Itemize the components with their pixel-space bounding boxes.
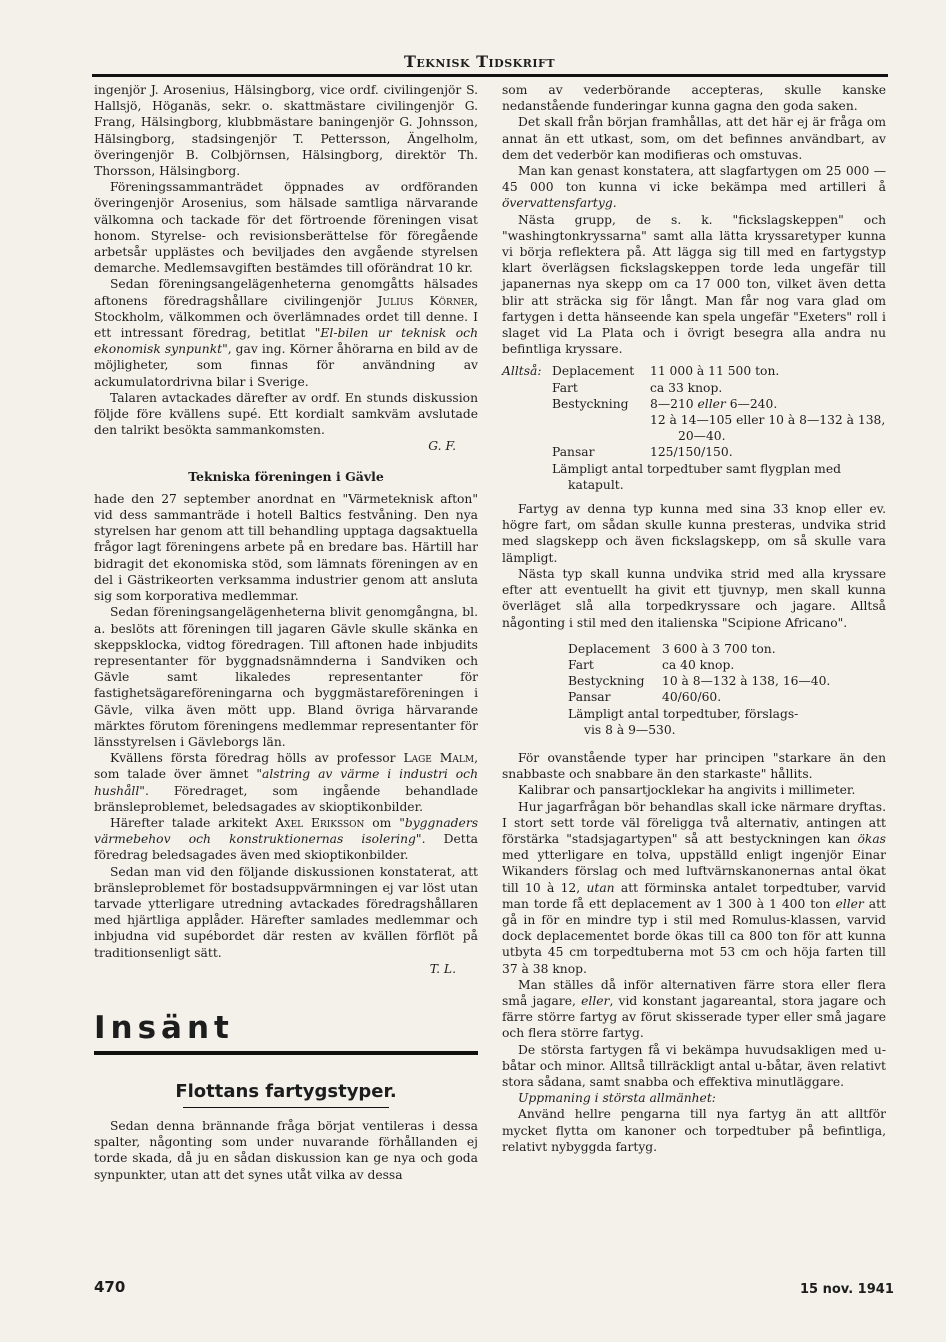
spec-row <box>502 396 886 412</box>
paragraph: Talaren avtackades därefter av ordf. En stunds diskussion följde före kvällens supé. Ett kordialt samkväm avslutade den talrikt besökta sammankomsten. <box>94 390 478 438</box>
spec-value: 10 à 8—132 à 138, 16—40. <box>662 674 831 689</box>
paragraph: Uppmaning i största allmänhet: <box>518 1091 716 1106</box>
signature: G. F. <box>428 439 456 454</box>
paragraph: Sedan föreningsangelägenheterna blivit genomgångna, bl. a. beslöts att föreningen till jagaren Gävle skulle skänka en skeppsklocka, vidtog föredragen. Till aftonen hade inbjudits representanter för byggnadsnämnderna i Sandviken och Gävle samt likaledes representanter för fastighetsägareföreningarna och byggmästareföreningen i Gävle, vilka även mött upp. Bland övriga härvarande märktes förutom föreningens medlemmar representanter för länsstyrelsen i Gävleborgs län. <box>94 605 478 749</box>
paragraph: Sedan föreningsangelägenheterna genomgåtts hälsades aftonens föredragshållare civilingenjör Julius Körner, Stockholm, välkommen och överlämnades ordet till denne. I ett intressant föredrag, betitlat "El-bilen ur teknisk och ekonomisk synpunkt", gav ing. Körner åhörarna en bild av de möjligheter, som finnas för användning av ackumulatordrivna bilar i Sverige. <box>94 277 478 389</box>
spec-value: 11 000 à 11 500 ton. <box>650 364 780 379</box>
paragraph: De största fartygen få vi bekämpa huvudsakligen med u-båtar och minor. Alltså tillräckligt antal u-båtar, även relativt stora sådana, samt snabba och effektiva minutläggare. <box>502 1042 886 1089</box>
section-banner-title: Insänt <box>94 1009 234 1046</box>
section-heading: Tekniska föreningen i Gävle <box>188 468 384 484</box>
journal-title: Teknisk Tidskrift <box>404 52 556 71</box>
spec-label: Deplacement <box>552 364 635 379</box>
spec-label: Fart <box>552 380 578 395</box>
right-column <box>502 82 886 1155</box>
article-title-rule <box>183 1107 389 1108</box>
spec-row <box>502 444 886 460</box>
spec-row <box>568 689 886 705</box>
paragraph: Sedan denna brännande fråga börjat ventileras i dessa spalter, någonting som under nuvarande förhållanden ej torde skada, då ju en sådan diskussion kan ge nya och goda synpunkter, utan att det synes utåt vilka av dessa <box>94 1118 478 1182</box>
lecture-title: "byggnaders värmebehov och konstruktionernas isolering" <box>94 815 479 847</box>
lecture-title: "El-bilen ur teknisk och ekonomisk synpunkt" <box>94 326 478 357</box>
paragraph: Sedan man vid den följande diskussionen konstaterat, att bränsleproblemet för bostadsuppvärmningen ej var löst utan tarvade ytterligare utredning avtackades föredragshållaren med hjärtliga applåder. Härefter samlades medlemmar och inbjudna vid supébordet där resten av kvällen förflöt på traditionsenligt sätt. <box>94 864 478 960</box>
spec-row <box>568 673 886 689</box>
article-title: Flottans fartygstyper. <box>175 1080 397 1102</box>
paragraph: Nästa grupp, de s. k. "fickslagskeppen" och "washingtonkryssarna" samt alla lätta kryssaretyper kunna vi börja reflektera på. Att lägga sig till med en fartygstyp klart överlägsen fickslagskeppen torde leda ungefär till japanernas nya skepp om ca 17 000 ton, vilket även detta blir att sträcka sig för långt. Man får nog vara glad om fartygen i detta hänseende kan spela ungefär "Exeters" roll i slaget vid La Plata och i övrigt besegra alla andra nu befintliga kryssare. <box>502 212 886 357</box>
lecture-title: "alstring av värme i industri och hushåll" <box>94 767 478 798</box>
spec-row <box>568 641 886 657</box>
running-header <box>0 52 946 76</box>
paragraph: hade den 27 september anordnat en "Värmeteknisk afton" vid dess sammanträde i hotell Baltics festvåning. Den nya styrelsen har genom att till behandling upptaga dagsaktuella frågor lagt föreningens arbete på en bredare bas. Härtill har bidragit det ekonomiska stöd, som lämnats föreningen av en del i Gästrikeorten verksamma industrier genom att ansluta sig som korporativa medlemmar. <box>94 491 478 604</box>
ship-spec-light-cruiser <box>568 641 886 738</box>
speaker-name: Axel Eriksson <box>275 815 365 830</box>
paragraph: ingenjör J. Arosenius, Hälsingborg, vice ordf. civilingenjör S. Hallsjö, Höganäs, sekr. o. skattmästare civilingenjör G. Frang, Hälsingborg, klubbmästare baningenjör G. Johnsson, Hälsingborg, stadsingenjör T. Pettersson, Ängelholm, överingenjör B. Colbjörnsen, Hälsingborg, direktör Th. Thorsson, Hälsingborg. <box>94 83 478 179</box>
paragraph: Kvällens första föredrag hölls av professor Lage Malm, som talade över ämnet "alstring av värme i industri och hushåll". Föredraget, som ingående behandlade bränsleproblemet, beledsagades av skioptikonbilder. <box>94 751 478 814</box>
spec-note: Lämpligt antal torpedtuber samt flygplan med <box>552 461 841 476</box>
paragraph: Det skall från början framhållas, att det här ej är fråga om annat än ett utkast, som, om det befinnes användbart, av dem det vederbör kan modifieras och omstuvas. <box>502 115 886 162</box>
paragraph: Hur jagarfrågan bör behandlas skall icke närmare dryftas. I stort sett torde väl föreligga två alternativ, antingen att förstärka "stadsjagartypen" så att bestyckningen kan ökas med ytterligare en tolva, uppställd enligt ingenjör Einar Wikanders förslag och med luftvärnskanonernas antal ökat till 10 à 12, utan att förminska antalet torpedtuber, varvid man torde få ett deplacement av 1 300 à 1 400 ton eller att gå in för en mindre typ i stil med Romulus-klassen, varvid dock deplacementet borde ökas till ca 800 ton för att kunna utbyta 45 cm torpedtuberna mot 53 cm och höja farten till 37 à 38 knop. <box>502 799 886 976</box>
speaker-name: Lage Malm <box>403 751 475 766</box>
speaker-name: Julius Körner <box>377 293 475 308</box>
spec-label: Bestyckning <box>568 674 645 689</box>
paragraph: Kalibrar och pansartjocklekar ha angivits i millimeter. <box>518 783 856 798</box>
paragraph: Föreningssammanträdet öppnades av ordföranden överingenjör Arosenius, som hälsade samtliga närvarande välkomna och tackade för det förtroende föreningen visat honom. Styrelse- och revisionsberättelse för föregående arbetsår upplästes och beviljades den avgående styrelsen demarche. Medlemsavgiften bestämdes till oförändrat 10 kr. <box>94 180 478 276</box>
paragraph: För ovanstående typer har principen "starkare än den snabbaste och snabbare än den starkaste" hållits. <box>502 750 886 782</box>
left-column <box>94 82 478 1183</box>
signature: T. L. <box>429 961 456 976</box>
spec-label: Fart <box>568 657 594 672</box>
spec-row <box>568 657 886 673</box>
paragraph: som av vederbörande accepteras, skulle kanske nedanstående funderingar kunna gagna den goda saken. <box>502 83 886 114</box>
spec-row <box>502 363 886 379</box>
paragraph: Använd hellre pengarna till nya fartyg än att alltför mycket flytta om kanoner och torpedtuber på befintliga, relativt nybyggda fartyg. <box>502 1107 886 1154</box>
paragraph: Nästa typ skall kunna undvika strid med alla kryssare efter att eventuellt ha givit ett tjuvnyp, men skall kunna överläget slå alla torpedkryssare och jagare. Alltså någonting i stil med den italienska "Scipione Africano". <box>502 566 886 630</box>
paragraph: Härefter talade arkitekt Axel Eriksson om "byggnaders värmebehov och konstruktionernas isolering". Detta föredrag beledsagades även med skioptikonbilder. <box>94 815 479 863</box>
spec-value: 40/60/60. <box>662 690 722 705</box>
spec-continuation: 20—40. <box>678 429 726 444</box>
paragraph: Man ställes då inför alternativen färre stora eller flera små jagare, eller, vid konstant jagareantal, stora jagare och färre större fartyg av förut skisserade typer eller små jagare och flera större fartyg. <box>502 977 886 1041</box>
spec-note: Lämpligt antal torpedtuber, förslags- <box>568 706 799 721</box>
spec-value: 125/150/150. <box>650 445 733 460</box>
spec-continuation: 12 à 14—105 eller 10 à 8—132 à 138, <box>650 413 886 428</box>
section-banner-rule <box>94 1051 478 1055</box>
issue-date: 15 nov. 1941 <box>800 1282 894 1297</box>
section-banner <box>94 1009 478 1055</box>
spec-lead: Alltså: <box>502 364 542 379</box>
spec-note: katapult. <box>568 477 624 492</box>
spec-row <box>502 380 886 396</box>
ship-spec-cruiser <box>502 363 886 493</box>
paragraph: Man kan genast konstatera, att slagfartygen om 25 000 —45 000 ton kunna vi icke bekämpa med artilleri å övervattensfartyg. <box>502 164 886 211</box>
paragraph: Fartyg av denna typ kunna med sina 33 knop eller ev. högre fart, om sådan skulle kunna presteras, undvika strid med slagskepp och även fickslagskepp, om så skulle vara lämpligt. <box>502 502 886 565</box>
header-rule <box>92 74 888 77</box>
spec-label: Deplacement <box>568 641 651 656</box>
spec-label: Bestyckning <box>552 396 629 411</box>
spec-label: Pansar <box>568 690 611 705</box>
spec-value: 3 600 à 3 700 ton. <box>662 641 776 656</box>
spec-note: vis 8 à 9—530. <box>584 722 676 737</box>
spec-value: 8—210 eller 6—240. <box>650 396 778 411</box>
page-number: 470 <box>94 1278 126 1296</box>
spec-value: ca 33 knop. <box>650 380 723 395</box>
spec-value: ca 40 knop. <box>662 657 735 672</box>
spec-label: Pansar <box>552 445 595 460</box>
